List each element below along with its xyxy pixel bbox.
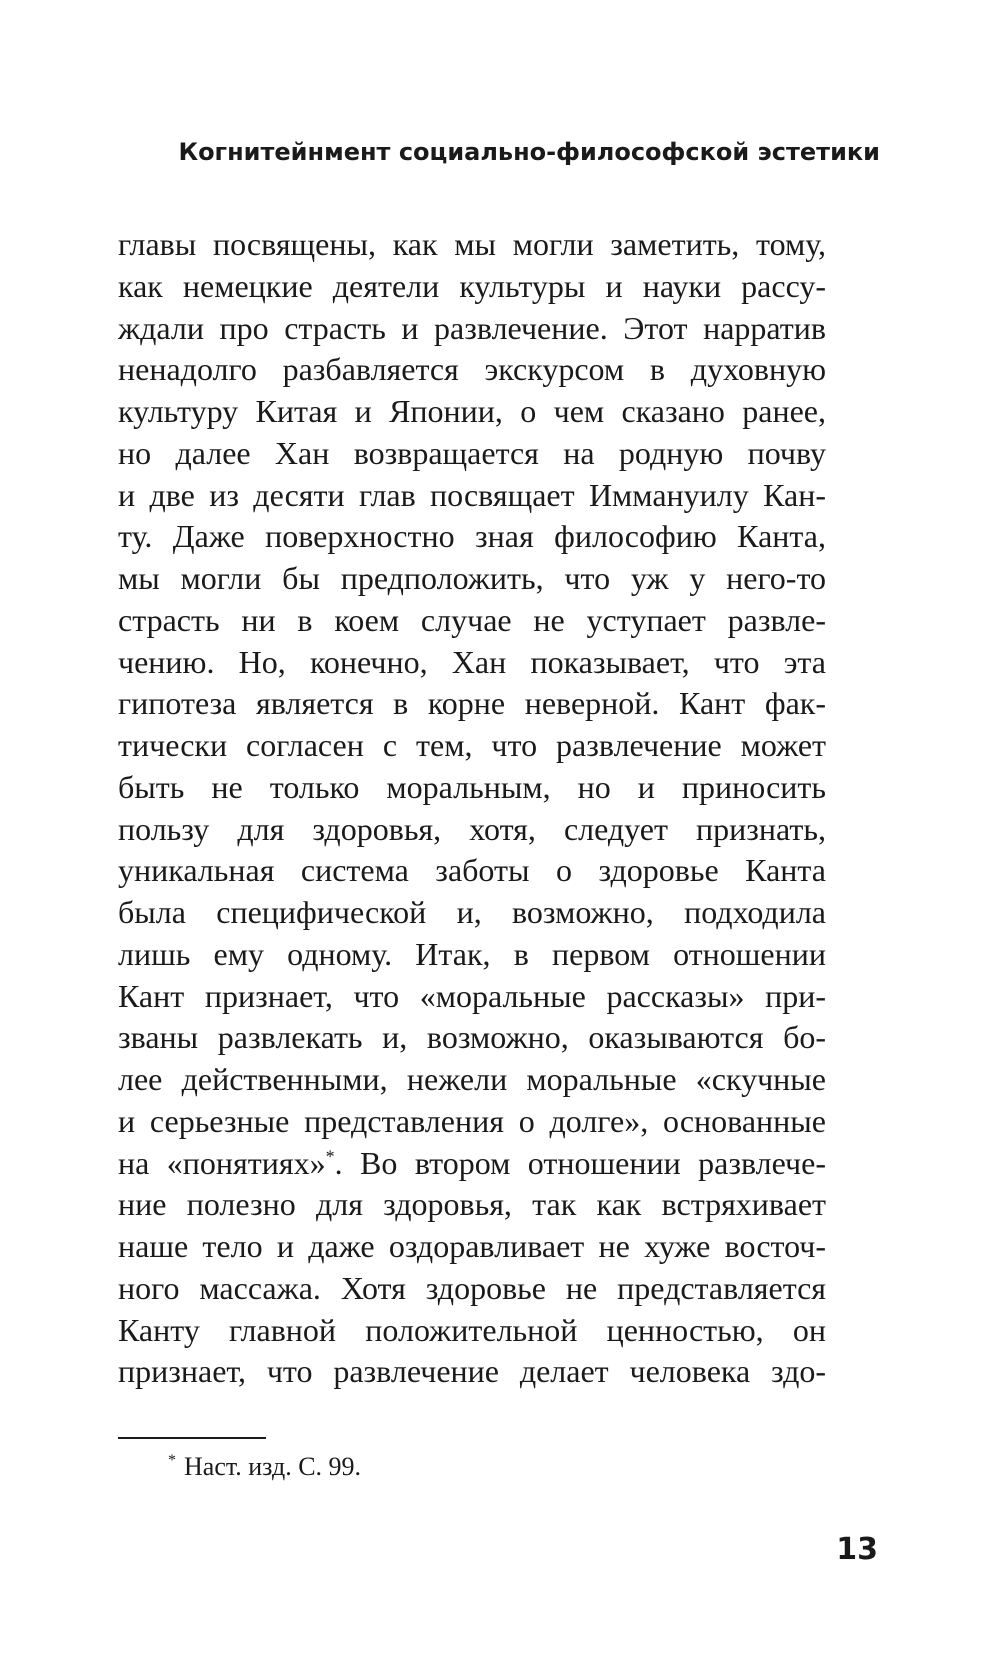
body-line: чению. Но, конечно, Хан показывает, что эта <box>118 643 826 680</box>
body-line: Канту главной положительной ценностью, он <box>118 1311 826 1348</box>
body-line: наше тело и даже оздоравливает не хуже восточ- <box>118 1228 826 1264</box>
body-line: признает, что развлечение делает человека здо- <box>118 1353 826 1390</box>
footnote-mark: * <box>168 1452 176 1470</box>
body-line: страсть ни в коем случае не уступает развле- <box>118 601 826 638</box>
body-line: главы посвящены, как мы могли заметить, тому, <box>118 226 826 262</box>
body-line: и серьезные представления о долге», основанные <box>118 1102 826 1139</box>
paragraph-lines <box>118 1184 826 1393</box>
body-line: ждали про страсть и развлечение. Этот нарратив <box>118 309 826 346</box>
footnote-separator <box>118 1437 266 1439</box>
body-line-segment: на «понятиях» <box>118 1144 326 1181</box>
body-line: ного массажа. Хотя здоровье не представляется <box>118 1269 826 1306</box>
footnote <box>168 1452 361 1482</box>
footnote-text: Наст. изд. С. 99. <box>184 1452 362 1481</box>
body-line-segment: . Во втором отношении развлече- <box>334 1144 827 1181</box>
paragraph-lines <box>118 224 826 1143</box>
body-line: пользу для здоровья, хотя, следует признать, <box>118 810 826 847</box>
body-line: Кант признает, что «моральные рассказы» при- <box>118 977 826 1014</box>
body-line: была специфической и, возможно, подходила <box>118 894 826 930</box>
body-line: лее действенными, нежели моральные «скучные <box>118 1061 826 1097</box>
body-line: ненадолго разбавляется экскурсом в духовную <box>118 351 826 388</box>
body-line: культуру Китая и Японии, о чем сказано ранее, <box>118 393 826 429</box>
body-line: званы развлекать и, возможно, оказываются бо- <box>118 1019 826 1056</box>
footnote-reference-mark[interactable]: * <box>325 1145 335 1166</box>
body-line: быть не только моральным, но и приносить <box>118 768 826 805</box>
body-line: лишь ему одному. Итак, в первом отношении <box>118 935 826 972</box>
body-line: как немецкие деятели культуры и науки рассу- <box>118 267 826 304</box>
body-line-with-footnote-ref <box>118 1143 826 1185</box>
body-text <box>118 224 826 1393</box>
body-line: ту. Даже поверхностно зная философию Канта, <box>118 518 826 555</box>
body-line: но далее Хан возвращается на родную почву <box>118 434 826 471</box>
body-line: гипотеза является в корне неверной. Кант фак- <box>118 685 826 722</box>
body-line: уникальная система заботы о здоровье Канта <box>118 852 826 889</box>
body-line: и две из десяти глав посвящает Иммануилу Кан- <box>118 476 826 513</box>
page-number: 13 <box>836 1532 878 1567</box>
body-line: мы могли бы предположить, что уж у него-то <box>118 560 826 596</box>
body-line: тически согласен с тем, что развлечение может <box>118 727 826 763</box>
running-head: Когнитейнмент социально-философской эстетики <box>178 138 880 166</box>
body-line: ние полезно для здоровья, так как встряхивает <box>118 1186 826 1223</box>
